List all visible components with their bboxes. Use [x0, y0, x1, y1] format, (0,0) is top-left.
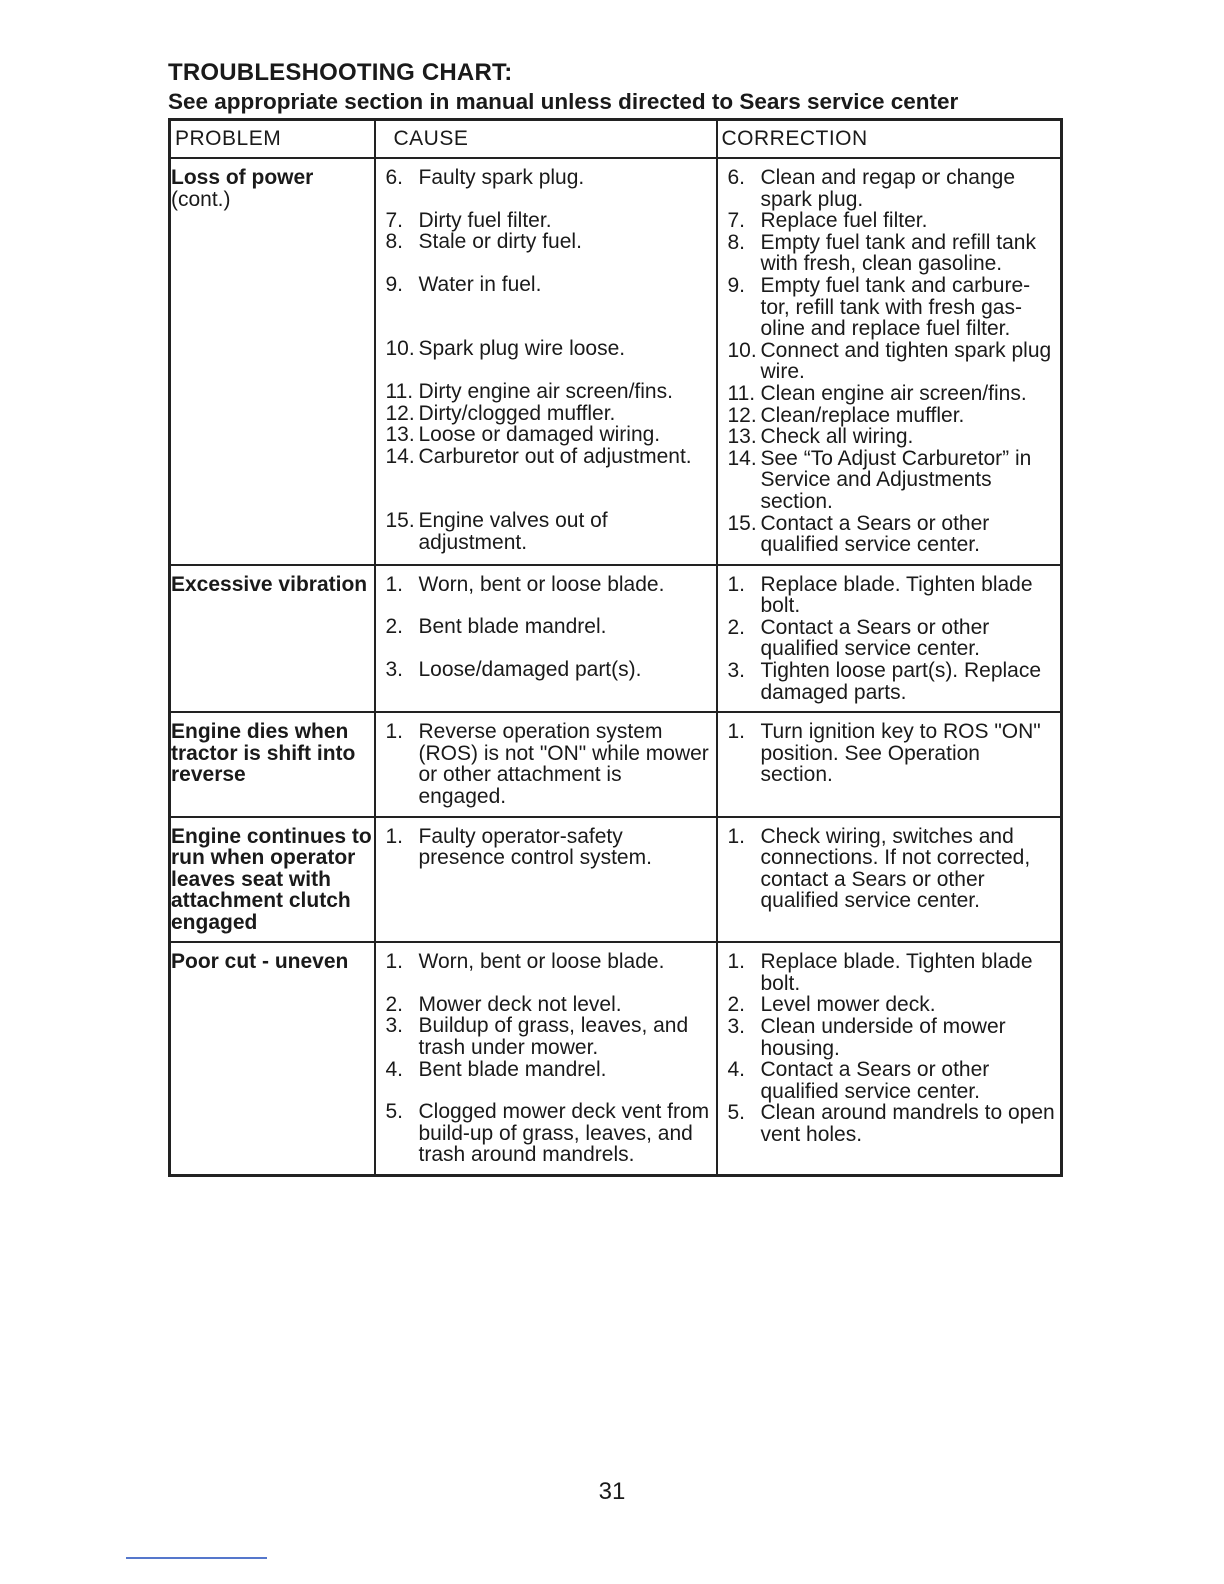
item-text: Connect and tighten spark plug wire.: [760, 338, 1052, 384]
item-text: See “To Adjust Carburetor” in Service and Adjustments section.: [760, 446, 1032, 513]
item-number: 10.: [385, 337, 415, 361]
header-problem: PROBLEM: [170, 120, 375, 159]
correction-item: [718, 660, 1061, 703]
item-text: Clean/replace muffler.: [760, 403, 965, 427]
item-text: Mower deck not level.: [418, 992, 622, 1016]
item-number: 7.: [385, 208, 404, 232]
item-text: Empty fuel tank and refill tank with fresh, clean gasoline.: [760, 230, 1036, 276]
correction-item: [718, 826, 1061, 912]
correction-item: [718, 994, 1061, 1016]
item-number: 2.: [385, 992, 404, 1016]
table-row: [170, 565, 1062, 713]
correction-item: [718, 617, 1061, 660]
item-number: 9.: [727, 273, 746, 297]
item-number: 12.: [727, 403, 757, 427]
problem-cell: [170, 942, 375, 1175]
item-number: 6.: [727, 166, 746, 189]
correction-cell: [717, 817, 1062, 943]
problem-subtext: (cont.): [171, 187, 231, 211]
cause-item: [376, 951, 716, 973]
item-number: 8.: [727, 230, 746, 254]
chart-subtitle: See appropriate section in manual unless directed to Sears service center: [168, 89, 959, 114]
item-number: 6.: [385, 166, 404, 189]
item-text: Reverse operation system (ROS) is not "ON" while mower or other attachment is engaged.: [418, 720, 709, 809]
item-text: Clogged mower deck vent from build-up of grass, leaves, and trash around mandrels.: [418, 1100, 710, 1167]
item-text: Dirty fuel filter.: [418, 208, 552, 232]
item-text: Water in fuel.: [418, 272, 542, 296]
item-number: 1.: [727, 824, 746, 848]
item-text: Dirty engine air screen/fins.: [418, 379, 673, 403]
problem-text: Engine continues to run when operator leaves seat with attachment clutch engaged: [171, 824, 372, 934]
troubleshooting-table: [168, 118, 1063, 1177]
item-number: 1.: [727, 572, 746, 596]
correction-cell: [717, 942, 1062, 1175]
item-text: Loose or damaged wiring.: [418, 423, 661, 447]
cause-item: [376, 231, 716, 253]
item-number: 1.: [727, 720, 746, 744]
cause-cell: [375, 817, 717, 943]
item-number: 11.: [385, 379, 414, 403]
item-text: Replace blade. Tighten blade bolt.: [760, 572, 1033, 618]
item-text: Faulty operator-safety presence control system.: [418, 824, 652, 870]
item-text: Bent blade mandrel.: [418, 1057, 607, 1081]
item-number: 4.: [385, 1057, 404, 1081]
item-text: Contact a Sears or other qualified service center.: [760, 1058, 990, 1103]
cause-item: [376, 1015, 716, 1058]
page-number: 31: [598, 1478, 626, 1505]
item-number: 2.: [385, 615, 404, 639]
problem-cell: [170, 565, 375, 713]
item-text: Engine valves out of adjustment.: [418, 509, 608, 554]
table-row: [170, 817, 1062, 943]
item-number: 14.: [727, 446, 757, 470]
item-text: Clean around mandrels to open vent holes.: [760, 1101, 1055, 1146]
item-number: 4.: [727, 1058, 746, 1082]
cause-item: [376, 381, 716, 403]
item-number: 3.: [727, 659, 746, 683]
item-text: Loose/damaged part(s).: [418, 657, 642, 681]
item-number: 12.: [385, 401, 415, 425]
cause-item: [376, 510, 716, 553]
cause-item: [376, 659, 716, 681]
correction-item: [718, 167, 1061, 210]
item-text: Carburetor out of adjustment.: [418, 444, 692, 468]
item-number: 3.: [385, 1014, 404, 1038]
cause-cell: [375, 565, 717, 713]
correction-item: [718, 1016, 1061, 1059]
cause-item: [376, 274, 716, 296]
cause-cell: [375, 158, 717, 565]
cause-item: [376, 826, 716, 869]
correction-item: [718, 275, 1061, 340]
problem-cell: [170, 712, 375, 816]
problem-text: Engine dies when tractor is shift into reverse: [171, 720, 356, 787]
item-text: Replace blade. Tighten blade bolt.: [760, 950, 1033, 995]
problem-cell: [170, 817, 375, 943]
cause-item: [376, 403, 716, 425]
item-text: Turn ignition key to ROS "ON" position. See Operation section.: [760, 720, 1041, 787]
item-number: 11.: [727, 381, 756, 405]
correction-item: [718, 405, 1061, 427]
item-text: Contact a Sears or other qualified service center.: [760, 511, 990, 557]
item-text: Stale or dirty fuel.: [418, 230, 582, 254]
item-number: 5.: [727, 1101, 746, 1125]
table-row: [170, 942, 1062, 1175]
correction-item: [718, 340, 1061, 383]
cause-item: [376, 167, 716, 189]
item-text: Replace fuel filter.: [760, 209, 928, 233]
item-number: 5.: [385, 1100, 404, 1124]
cause-item: [376, 446, 716, 468]
correction-item: [718, 574, 1061, 617]
item-text: Empty fuel tank and carbure-tor, refill tank with fresh gas-oline and replace fuel filter.: [760, 273, 1031, 341]
item-number: 2.: [727, 993, 746, 1017]
item-text: Worn, bent or loose blade.: [418, 950, 665, 974]
cause-item: [376, 210, 716, 232]
problem-text: Poor cut - uneven: [171, 950, 349, 974]
correction-item: [718, 1059, 1061, 1102]
item-text: Clean underside of mower housing.: [760, 1014, 1006, 1060]
header-correction: CORRECTION: [717, 120, 1062, 159]
item-text: Clean engine air screen/fins.: [760, 381, 1027, 405]
item-number: 8.: [385, 230, 404, 254]
item-number: 15.: [727, 511, 757, 535]
item-number: 3.: [385, 657, 404, 681]
cause-cell: [375, 712, 717, 816]
item-number: 3.: [727, 1014, 746, 1038]
correction-item: [718, 721, 1061, 786]
item-text: Dirty/clogged muffler.: [418, 401, 616, 425]
item-number: 10.: [727, 338, 757, 362]
problem-text: Excessive vibration: [171, 572, 368, 596]
item-text: Check wiring, switches and connections. If not corrected, contact a Sears or other qualified service center.: [760, 824, 1031, 913]
header-row: [170, 120, 1062, 159]
correction-item: [718, 426, 1061, 448]
cause-item: [376, 574, 716, 596]
item-number: 7.: [727, 209, 746, 233]
footer-rule: [126, 1557, 267, 1559]
item-number: 14.: [385, 444, 415, 468]
correction-item: [718, 513, 1061, 556]
chart-title: TROUBLESHOOTING CHART:: [168, 59, 513, 86]
correction-cell: [717, 565, 1062, 713]
item-number: 1.: [385, 950, 404, 974]
header-cause: CAUSE: [375, 120, 717, 159]
cause-cell: [375, 942, 717, 1175]
correction-cell: [717, 158, 1062, 565]
problem-cell: [170, 158, 375, 565]
item-text: Worn, bent or loose blade.: [418, 572, 665, 596]
item-text: Bent blade mandrel.: [418, 615, 607, 639]
correction-item: [718, 232, 1061, 275]
table-row: [170, 712, 1062, 816]
problem-text: Loss of power: [171, 166, 314, 189]
correction-cell: [717, 712, 1062, 816]
cause-item: [376, 994, 716, 1016]
item-number: 1.: [385, 572, 404, 596]
item-number: 9.: [385, 272, 404, 296]
cause-item: [376, 616, 716, 638]
cause-item: [376, 424, 716, 446]
item-number: 1.: [727, 950, 746, 974]
item-text: Spark plug wire loose.: [418, 337, 626, 361]
cause-item: [376, 338, 716, 360]
item-number: 15.: [385, 509, 415, 533]
table-row: [170, 158, 1062, 565]
item-text: Check all wiring.: [760, 425, 914, 449]
correction-item: [718, 448, 1061, 513]
cause-item: [376, 1059, 716, 1081]
item-text: Clean and regap or change spark plug.: [760, 166, 1016, 211]
item-number: 13.: [727, 425, 757, 449]
item-number: 1.: [385, 824, 404, 848]
item-text: Buildup of grass, leaves, and trash under mower.: [418, 1014, 689, 1059]
item-text: Level mower deck.: [760, 993, 936, 1017]
item-number: 2.: [727, 615, 746, 639]
correction-item: [718, 210, 1061, 232]
item-number: 1.: [385, 720, 404, 744]
correction-item: [718, 951, 1061, 994]
item-number: 13.: [385, 423, 415, 447]
chart-heading: [168, 58, 1068, 116]
cause-item: [376, 721, 716, 807]
item-text: Faulty spark plug.: [418, 166, 585, 189]
correction-item: [718, 1102, 1061, 1145]
cause-item: [376, 1101, 716, 1166]
item-text: Contact a Sears or other qualified service center.: [760, 615, 990, 661]
correction-item: [718, 383, 1061, 405]
item-text: Tighten loose part(s). Replace damaged parts.: [760, 659, 1042, 704]
